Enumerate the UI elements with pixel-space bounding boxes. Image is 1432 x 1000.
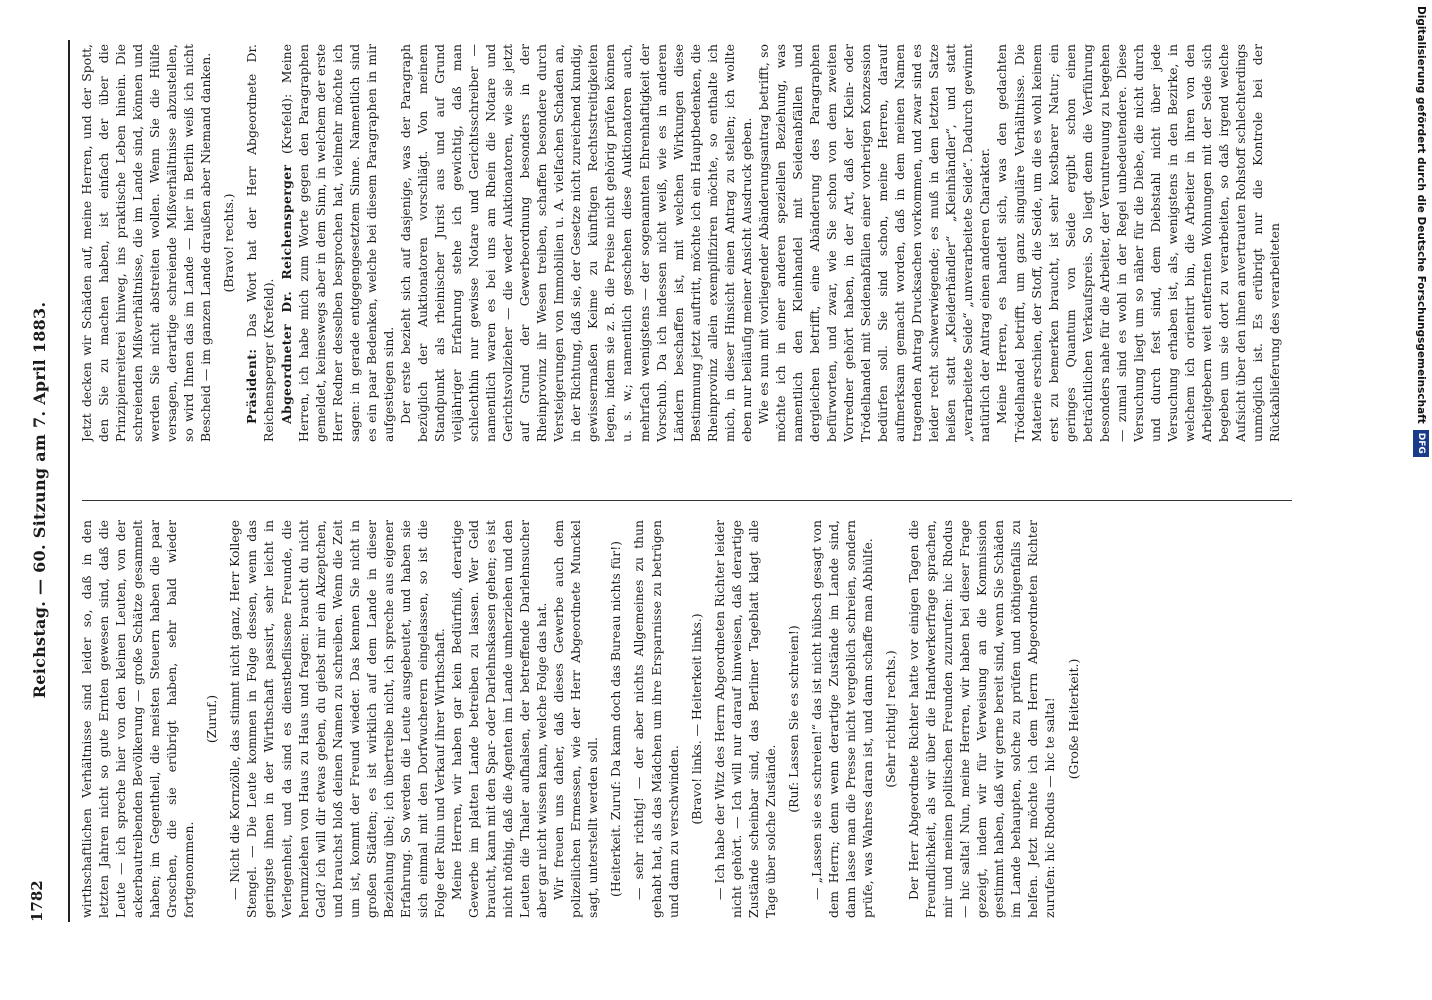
paragraph-text: — sehr richtig! — der aber nichts Allgemeines zu thun gehabt hat, als das Mädchen um ihre Ersparnisse zu betrügen und dann zu verschwinden. bbox=[631, 520, 681, 918]
funding-note: Digitalisierung gefördert durch die Deutsche Forschungsgemeinschaft bbox=[1415, 6, 1427, 424]
dfg-logo: DFG bbox=[1413, 430, 1429, 457]
paragraph-text: (Zuruf.) bbox=[204, 694, 220, 744]
paragraph bbox=[397, 44, 755, 442]
paragraph bbox=[808, 520, 876, 918]
paragraph-text: (Bravo! links. — Heiterkeit links.) bbox=[688, 613, 704, 825]
paragraph bbox=[226, 520, 448, 918]
page-header bbox=[0, 0, 70, 1000]
paragraph-text: Wir freuen uns daher, daß dieses Gewerbe auch dem polizeilichen Ermessen, wie der Herr Abgeordnete Munckel sagt, unterstellt werden soll. bbox=[551, 520, 601, 918]
paragraph-text: wirthschaftlichen Verhältnisse sind leider so, daß in den letzten Jahren nicht so gute Ernten gewesen sind, daß die Leute — ich spreche hier von den kleinen Leuten, von der ackerbautreibenden Bevölkerung — große Schätze gesammelt haben; im Gegentheil, die meisten Steuern haben die paar Groschen, die sie erübrigt haben, sehr bald wieder fortgenommen. bbox=[79, 520, 197, 918]
stage-direction bbox=[882, 520, 899, 918]
column-divider bbox=[82, 500, 1292, 501]
paragraph-text: Das Wort hat der Herr Abgeordnete Dr. Reichensperger (Krefeld). bbox=[244, 44, 277, 442]
paragraph-text: Meine Herren, es handelt sich, was den gedachten Trödelhandel betrifft, um ganz singuläre Verhältnisse. Die Materie erschien, der Stoff, die Seide, um die es wohl keinem erst zu bemerken braucht, ist sehr kostbarer Natur; ein geringes Quantum von Seide ergibt schon einen beträchtlichen Verkaufspreis. So liegt denn die Verführung besonders nahe für die Arbeiter, der Veruntreuung zu begehen — zumal sind es wohl in der Regel unbedeutendere. Diese Versuchung liegt um so näher für die Diebe, die nicht durch und durch fest sind, dem Diebstahl nicht über jede Versuchung erhaben ist, als, wenigstens in den Bezirke, in welchem ich orientirt bin, die Arbeiter in ihren von den Arbeitgebern weit entfernten Wohnungen mit der Seide sich begeben um sie dort zu verarbeiten, so daß irgend welche Aufsicht über den ihnen anvertrauten Rohstoff schlechterdings unmöglich ist. Es erübrigt nur die Kontrole bei der Rückablieferung des verarbeiteten bbox=[994, 44, 1283, 442]
paragraph-text: Wie es nun mit vorliegender Abänderungsantrag betrifft, so möchte ich in einer anderen speziellen Beziehung, was namentlich den Kleinhandel mit Seidenabfällen und dergleichen betrifft, eine Abänderung des Paragraphen befürworten, und zwar, wie Sie schon von dem zweiten Vorredner gehört haben, in der Art, daß der Klein- oder Trödelhandel mit Seidenabfällen einer vorherigen Konzession bedürfen soll. Sie sind schon, meine Herren, darauf aufmerksam gemacht worden, daß in dem meinen Namen tragenden Antrag Drucksachen vorkommen, und zwar sind es leider recht schwerwiegende; es muß in dem letzten Satze heißen statt „Kleiderhändler“ „Kleinhändler“, und statt „verarbeitete Seide“ „unverarbeitete Seide“. Dadurch gewinnt natürlich der Antrag einen anderen Charakter. bbox=[755, 44, 993, 442]
stage-direction bbox=[785, 520, 802, 918]
paragraph-text: — Ich habe der Witz des Herrn Abgeordneten Richter leider nicht gehört. — Ich will nur darauf hinweisen, daß derartige Zustände scheinbar sind, das Berliner Tageblatt klagt alle Tage über solche Zustände. bbox=[711, 520, 778, 918]
paragraph-text: (Krefeld): Meine Herren, ich habe mich zum Worte gegen den Paragraphen gemeldet, keineswegs aber in dem Sinn, in welchem der erste Herr Redner desselben besprochen hat, vielmehr möchte ich sagen: in gerade entgegengesetztem Sinne. Namentlich sind es ein paar Bedenken, welche bei diesem Paragraphen in mir aufgestiegen sind. bbox=[278, 44, 396, 442]
paragraph-text: (Große Heiterkeit.) bbox=[1065, 658, 1081, 780]
paragraph-text: Der erste bezieht sich auf dasjenige, was der Paragraph bezüglich der Auktionatoren vorschlägt. Von meinem Standpunkt als rheinischer Jurist aus und auf Grund vieljähriger Erfahrung stehe ich gewichtig, daß man schlechthin nur gewisse Notare und Gerichtsschreiber — namentlich waren es bei uns am Rhein die Notare und Gerichtsvollzieher — die weder Auktionatoren, wie sie jetzt auf Grund der Gewerbeordnung besonders in der Rheinprovinz ihr Wesen treiben, schaffen besondere durch Versteigerungen von Immobilien u. A. vielfachen Schaden an, in der Richtung, daß sie, der Gesetze nicht zureichend kundig, gewissermaßen Keime zu künftigen Rechtsstreitigkeiten legen, indem sie z. B. die Preise nicht gehörig prüfen können u. s. w.; namentlich geschehen diese Auktionatoren auch, mehrfach wenigstens — der sogenannten Ehrenhaftigkeit der Vorschub. Da ich indessen nicht weiß, wie es in anderen Ländern beschaffen ist, mit welchen Wirkungen diese Bestimmung jetzt auftritt, möchte ich ein Hauptbedenken, die Rheinprovinz allein exemplifiziren möchte, so enthalte ich mich, in dieser Hinsicht einen Antrag zu stellen; ich wollte eben nur beiläufig meiner Ansicht Ausdruck geben. bbox=[397, 44, 754, 442]
right-column bbox=[78, 44, 1298, 442]
stage-direction bbox=[607, 520, 624, 918]
stage-direction bbox=[203, 520, 220, 918]
paragraph-text: (Sehr richtig! rechts.) bbox=[883, 650, 899, 788]
paragraph-text: — „Lassen sie es schreien!“ das ist nicht hübsch gesagt von dem Herrn; denn wenn derartige Zustände im Lande sind, dann lasse man die Presse nicht vergeblich schreien, sondern prüfe, was Wahres daran ist, und dann schaffe man Abhülfe. bbox=[808, 520, 876, 918]
stage-direction bbox=[220, 44, 237, 442]
stage-direction bbox=[1065, 520, 1082, 918]
paragraph bbox=[711, 520, 779, 918]
header-rule bbox=[68, 40, 70, 922]
speaker-name: Präsident: bbox=[244, 348, 260, 424]
stage-direction bbox=[688, 520, 705, 918]
paragraph-text: — Nicht die Kornzölle, das stimmt nicht ganz, Herr Kollege Stengel. — Die Leute kommen in Folge dessen, wenn das geringste ihnen in der Wirthschaft passirt, sehr leicht in Verlegenheit, und da sind es dienstbeflissene Freunde, die herumziehen von Haus zu Haus und fragen: braucht du nicht Geld? ich will dir etwas geben, du giebst mir ein Akzeptchen, und brauchst bloß deinen Namen zu schreiben. Wenn die Zeit um ist, kommt der Freund wieder. Das kennen Sie nicht in großen Städten; es ist wirklich auf dem Lande in dieser Beziehung übel; ich übertreibe nicht, ich spreche aus eigener Erfahrung. So werden die Leute ausgebeutet, und haben sie sich einmal mit den Dorfwucherern eingelassen, so ist die Folge der Ruin und Verkauf ihrer Wirthschaft. bbox=[227, 520, 447, 918]
paragraph bbox=[755, 44, 994, 442]
speaker-name: Abgeordneter Dr. Reichensperger bbox=[278, 164, 294, 424]
paragraph bbox=[78, 520, 197, 918]
paragraph-text: Der Herr Abgeordnete Richter hatte vor einigen Tagen die Freundlichkeit, als wir über die Handwerkerfrage sprachen, mir und meinen politischen Freunden zuzurufen: hic Rhodus — hic salta! Nun, meine Herren, wir haben bei dieser Frage gezeigt, indem wir für Verweisung an die Kommission gestimmt haben, daß wir gerne bereit sind, wenn Sie Schäden im Lande behaupten, solche zu prüfen und nöthigenfalls zu helfen. Jetzt möchte ich dem Herrn Abgeordneten Richter zurufen: hic Rhodus — hic te salta! bbox=[906, 520, 1058, 918]
paragraph bbox=[243, 44, 277, 442]
page-number: 1782 bbox=[28, 880, 46, 922]
paragraph bbox=[278, 44, 397, 442]
paragraph-text: Meine Herren, wir haben gar kein Bedürfniß, derartige Gewerbe im platten Lande betreiben zu lassen. Wer Geld braucht, kann mit den Spar- oder Darlehnskassen gehen; es ist nicht nöthig, daß die Agenten im Lande umherziehen und den Leuten die Thaler aufhalsen, der betreffende Darlehnsucher aber gar nicht wissen kann, welche Folge das hat. bbox=[448, 520, 550, 918]
paragraph-text: (Ruf: Lassen Sie es schreien!) bbox=[785, 625, 801, 813]
digitization-side-label bbox=[1410, 0, 1432, 1000]
paragraph bbox=[550, 520, 601, 918]
paragraph bbox=[448, 520, 550, 918]
paragraph-text: (Heiterkeit. Zuruf: Da kann doch das Bureau nichts für!) bbox=[608, 540, 624, 898]
paragraph-text: Jetzt decken wir Schäden auf, meine Herren, und der Spott, den Sie zu machen haben, ist einfach der über die Prinzipienreiterei hinweg, ins praktische Leben hinein. Die schreienden Mißverhältnisse, die im Lande sind, können und werden Sie nicht abstreiten wollen. Wenn Sie die Hülfe versagen, derartige schreiende Mißverhältnisse abzustellen, so wird Ihnen das im Lande — hier in Berlin weiß ich nicht Bescheid — im ganzen Lande draußen aber Niemand danken. bbox=[79, 44, 214, 442]
paragraph bbox=[78, 44, 214, 442]
paragraph bbox=[993, 44, 1283, 442]
page-title: Reichstag. — 60. Sitzung am 7. April 1883. bbox=[30, 301, 49, 699]
paragraph-text: (Bravo! rechts.) bbox=[221, 193, 237, 293]
left-column bbox=[78, 520, 1298, 918]
paragraph bbox=[905, 520, 1058, 918]
paragraph bbox=[630, 520, 681, 918]
